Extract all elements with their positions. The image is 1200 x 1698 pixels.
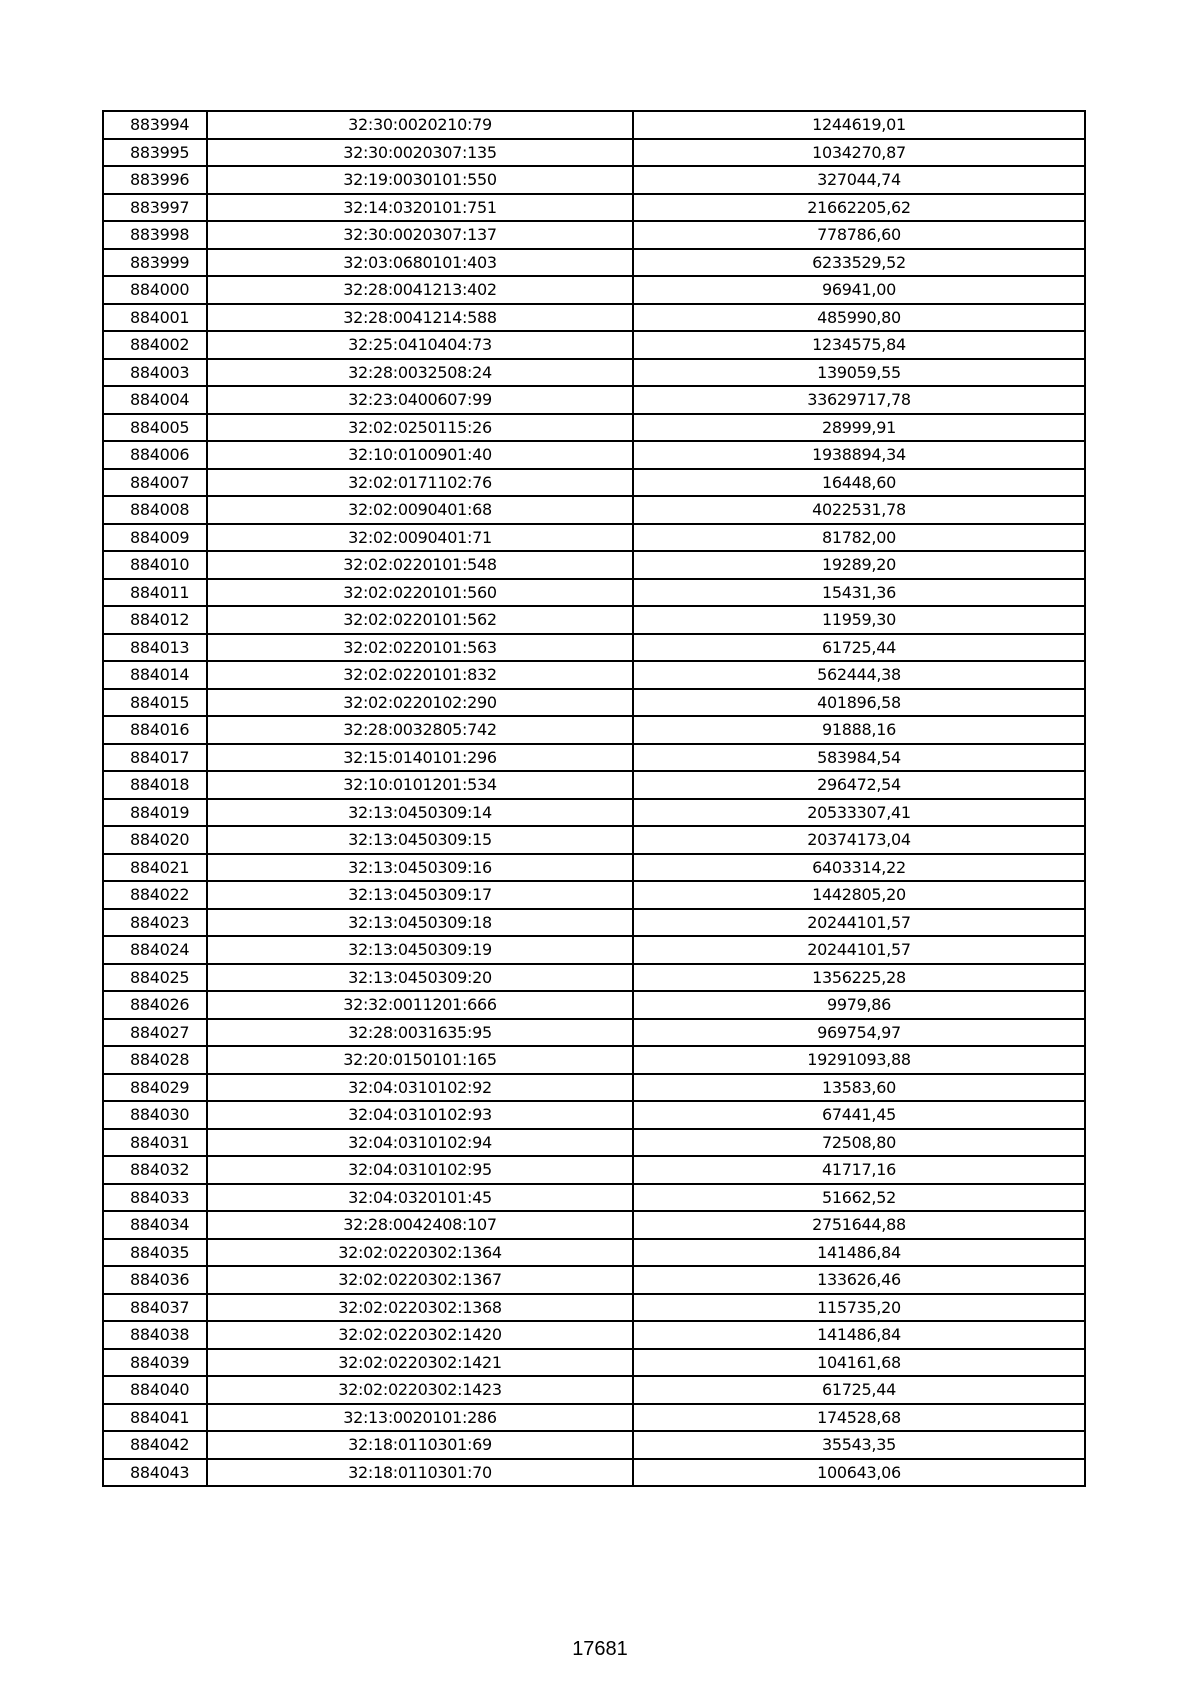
cadastral-value-cell: 33629717,78 — [633, 386, 1085, 414]
cadastral-value-cell: 72508,80 — [633, 1129, 1085, 1157]
cadastral-value-cell: 91888,16 — [633, 716, 1085, 744]
cadastral-number-cell: 32:28:0032508:24 — [207, 359, 633, 387]
table-row — [103, 854, 1085, 882]
table-row — [103, 194, 1085, 222]
row-number-cell: 884040 — [103, 1376, 207, 1404]
cadastral-value-cell: 1234575,84 — [633, 331, 1085, 359]
cadastral-number-cell: 32:02:0220302:1364 — [207, 1239, 633, 1267]
cadastral-value-cell: 141486,84 — [633, 1321, 1085, 1349]
cadastral-number-cell: 32:02:0220101:548 — [207, 551, 633, 579]
row-number-cell: 883995 — [103, 139, 207, 167]
row-number-cell: 884000 — [103, 276, 207, 304]
cadastral-number-cell: 32:02:0090401:68 — [207, 496, 633, 524]
table-row — [103, 111, 1085, 139]
row-number-cell: 884031 — [103, 1129, 207, 1157]
cadastral-number-cell: 32:28:0041214:588 — [207, 304, 633, 332]
cadastral-value-cell: 61725,44 — [633, 1376, 1085, 1404]
cadastral-value-cell: 96941,00 — [633, 276, 1085, 304]
cadastral-value-cell: 6233529,52 — [633, 249, 1085, 277]
cadastral-number-cell: 32:04:0320101:45 — [207, 1184, 633, 1212]
row-number-cell: 884036 — [103, 1266, 207, 1294]
row-number-cell: 884034 — [103, 1211, 207, 1239]
cadastral-value-cell: 13583,60 — [633, 1074, 1085, 1102]
table-row — [103, 1404, 1085, 1432]
row-number-cell: 884001 — [103, 304, 207, 332]
table-row — [103, 1266, 1085, 1294]
row-number-cell: 884019 — [103, 799, 207, 827]
cadastral-number-cell: 32:13:0450309:20 — [207, 964, 633, 992]
row-number-cell: 884003 — [103, 359, 207, 387]
row-number-cell: 884022 — [103, 881, 207, 909]
table-row — [103, 991, 1085, 1019]
cadastral-value-cell: 4022531,78 — [633, 496, 1085, 524]
row-number-cell: 884004 — [103, 386, 207, 414]
table-row — [103, 221, 1085, 249]
cadastral-number-cell: 32:02:0220101:560 — [207, 579, 633, 607]
cadastral-value-cell: 19291093,88 — [633, 1046, 1085, 1074]
table-body — [103, 111, 1085, 1486]
cadastral-value-cell: 81782,00 — [633, 524, 1085, 552]
row-number-cell: 884032 — [103, 1156, 207, 1184]
cadastral-value-cell: 133626,46 — [633, 1266, 1085, 1294]
row-number-cell: 884006 — [103, 441, 207, 469]
cadastral-number-cell: 32:02:0220302:1368 — [207, 1294, 633, 1322]
row-number-cell: 884028 — [103, 1046, 207, 1074]
row-number-cell: 884035 — [103, 1239, 207, 1267]
cadastral-value-cell: 11959,30 — [633, 606, 1085, 634]
row-number-cell: 883996 — [103, 166, 207, 194]
row-number-cell: 884016 — [103, 716, 207, 744]
row-number-cell: 884021 — [103, 854, 207, 882]
table-row — [103, 1129, 1085, 1157]
table-row — [103, 1321, 1085, 1349]
cadastral-value-cell: 20533307,41 — [633, 799, 1085, 827]
cadastral-number-cell: 32:02:0220302:1367 — [207, 1266, 633, 1294]
cadastral-number-cell: 32:28:0031635:95 — [207, 1019, 633, 1047]
cadastral-value-cell: 15431,36 — [633, 579, 1085, 607]
table-row — [103, 771, 1085, 799]
table-row — [103, 1101, 1085, 1129]
table-row — [103, 661, 1085, 689]
table-row — [103, 634, 1085, 662]
cadastral-value-cell: 141486,84 — [633, 1239, 1085, 1267]
cadastral-value-cell: 2751644,88 — [633, 1211, 1085, 1239]
cadastral-number-cell: 32:13:0450309:14 — [207, 799, 633, 827]
cadastral-number-cell: 32:23:0400607:99 — [207, 386, 633, 414]
cadastral-number-cell: 32:02:0220102:290 — [207, 689, 633, 717]
cadastral-value-cell: 562444,38 — [633, 661, 1085, 689]
cadastral-number-cell: 32:03:0680101:403 — [207, 249, 633, 277]
row-number-cell: 884011 — [103, 579, 207, 607]
row-number-cell: 884010 — [103, 551, 207, 579]
table-row — [103, 1046, 1085, 1074]
row-number-cell: 883998 — [103, 221, 207, 249]
table-row — [103, 579, 1085, 607]
row-number-cell: 884012 — [103, 606, 207, 634]
cadastral-value-cell: 1034270,87 — [633, 139, 1085, 167]
table-row — [103, 304, 1085, 332]
table-row — [103, 469, 1085, 497]
cadastral-value-cell: 1356225,28 — [633, 964, 1085, 992]
row-number-cell: 884038 — [103, 1321, 207, 1349]
table-row — [103, 1459, 1085, 1487]
table-row — [103, 1431, 1085, 1459]
page-number: 17681 — [572, 1638, 628, 1660]
cadastral-number-cell: 32:13:0450309:17 — [207, 881, 633, 909]
table-row — [103, 744, 1085, 772]
cadastral-value-cell: 1938894,34 — [633, 441, 1085, 469]
cadastral-value-cell: 19289,20 — [633, 551, 1085, 579]
table-row — [103, 1156, 1085, 1184]
cadastral-value-cell: 1442805,20 — [633, 881, 1085, 909]
row-number-cell: 884007 — [103, 469, 207, 497]
row-number-cell: 884015 — [103, 689, 207, 717]
table-row — [103, 1184, 1085, 1212]
cadastral-number-cell: 32:04:0310102:95 — [207, 1156, 633, 1184]
row-number-cell: 884017 — [103, 744, 207, 772]
table-row — [103, 799, 1085, 827]
cadastral-number-cell: 32:18:0110301:70 — [207, 1459, 633, 1487]
cadastral-value-table — [102, 110, 1086, 1487]
row-number-cell: 884027 — [103, 1019, 207, 1047]
cadastral-value-cell: 67441,45 — [633, 1101, 1085, 1129]
row-number-cell: 884013 — [103, 634, 207, 662]
cadastral-value-cell: 51662,52 — [633, 1184, 1085, 1212]
cadastral-value-cell: 28999,91 — [633, 414, 1085, 442]
table-row — [103, 551, 1085, 579]
cadastral-number-cell: 32:02:0220302:1423 — [207, 1376, 633, 1404]
cadastral-number-cell: 32:13:0450309:16 — [207, 854, 633, 882]
table-row — [103, 139, 1085, 167]
row-number-cell: 884025 — [103, 964, 207, 992]
row-number-cell: 884009 — [103, 524, 207, 552]
cadastral-number-cell: 32:13:0450309:15 — [207, 826, 633, 854]
cadastral-value-cell: 20244101,57 — [633, 936, 1085, 964]
cadastral-value-cell: 174528,68 — [633, 1404, 1085, 1432]
cadastral-number-cell: 32:02:0220101:832 — [207, 661, 633, 689]
table-row — [103, 1294, 1085, 1322]
row-number-cell: 884023 — [103, 909, 207, 937]
table-row — [103, 716, 1085, 744]
cadastral-number-cell: 32:20:0150101:165 — [207, 1046, 633, 1074]
cadastral-value-cell: 296472,54 — [633, 771, 1085, 799]
row-number-cell: 884043 — [103, 1459, 207, 1487]
table-row — [103, 276, 1085, 304]
table-row — [103, 606, 1085, 634]
cadastral-number-cell: 32:28:0041213:402 — [207, 276, 633, 304]
cadastral-value-cell: 35543,35 — [633, 1431, 1085, 1459]
cadastral-number-cell: 32:04:0310102:93 — [207, 1101, 633, 1129]
cadastral-number-cell: 32:30:0020307:137 — [207, 221, 633, 249]
cadastral-number-cell: 32:25:0410404:73 — [207, 331, 633, 359]
row-number-cell: 884026 — [103, 991, 207, 1019]
cadastral-number-cell: 32:10:0100901:40 — [207, 441, 633, 469]
cadastral-value-cell: 104161,68 — [633, 1349, 1085, 1377]
row-number-cell: 883994 — [103, 111, 207, 139]
row-number-cell: 884039 — [103, 1349, 207, 1377]
table-row — [103, 386, 1085, 414]
row-number-cell: 884005 — [103, 414, 207, 442]
cadastral-value-cell: 20374173,04 — [633, 826, 1085, 854]
table-row — [103, 331, 1085, 359]
cadastral-value-cell: 485990,80 — [633, 304, 1085, 332]
cadastral-number-cell: 32:19:0030101:550 — [207, 166, 633, 194]
cadastral-value-cell: 41717,16 — [633, 1156, 1085, 1184]
row-number-cell: 884033 — [103, 1184, 207, 1212]
cadastral-number-cell: 32:14:0320101:751 — [207, 194, 633, 222]
cadastral-number-cell: 32:02:0220101:562 — [207, 606, 633, 634]
cadastral-number-cell: 32:30:0020307:135 — [207, 139, 633, 167]
row-number-cell: 884020 — [103, 826, 207, 854]
table-row — [103, 414, 1085, 442]
table-row — [103, 909, 1085, 937]
row-number-cell: 883997 — [103, 194, 207, 222]
cadastral-value-cell: 401896,58 — [633, 689, 1085, 717]
row-number-cell: 884024 — [103, 936, 207, 964]
cadastral-number-cell: 32:04:0310102:92 — [207, 1074, 633, 1102]
row-number-cell: 884041 — [103, 1404, 207, 1432]
cadastral-number-cell: 32:02:0220302:1421 — [207, 1349, 633, 1377]
cadastral-number-cell: 32:02:0220302:1420 — [207, 1321, 633, 1349]
cadastral-value-cell: 1244619,01 — [633, 111, 1085, 139]
cadastral-number-cell: 32:02:0220101:563 — [207, 634, 633, 662]
cadastral-value-cell: 100643,06 — [633, 1459, 1085, 1487]
table-row — [103, 936, 1085, 964]
row-number-cell: 884008 — [103, 496, 207, 524]
cadastral-number-cell: 32:13:0020101:286 — [207, 1404, 633, 1432]
row-number-cell: 883999 — [103, 249, 207, 277]
cadastral-number-cell: 32:13:0450309:19 — [207, 936, 633, 964]
cadastral-value-cell: 9979,86 — [633, 991, 1085, 1019]
cadastral-value-cell: 61725,44 — [633, 634, 1085, 662]
cadastral-number-cell: 32:30:0020210:79 — [207, 111, 633, 139]
row-number-cell: 884037 — [103, 1294, 207, 1322]
table-row — [103, 1349, 1085, 1377]
cadastral-value-cell: 778786,60 — [633, 221, 1085, 249]
row-number-cell: 884014 — [103, 661, 207, 689]
cadastral-value-cell: 969754,97 — [633, 1019, 1085, 1047]
cadastral-value-cell: 20244101,57 — [633, 909, 1085, 937]
cadastral-value-cell: 327044,74 — [633, 166, 1085, 194]
table-row — [103, 1019, 1085, 1047]
row-number-cell: 884042 — [103, 1431, 207, 1459]
table-row — [103, 1074, 1085, 1102]
table-row — [103, 166, 1085, 194]
cadastral-number-cell: 32:02:0250115:26 — [207, 414, 633, 442]
cadastral-value-cell: 115735,20 — [633, 1294, 1085, 1322]
cadastral-number-cell: 32:02:0171102:76 — [207, 469, 633, 497]
cadastral-number-cell: 32:28:0042408:107 — [207, 1211, 633, 1239]
table-row — [103, 826, 1085, 854]
table-row — [103, 881, 1085, 909]
table-row — [103, 1239, 1085, 1267]
cadastral-value-cell: 583984,54 — [633, 744, 1085, 772]
cadastral-value-cell: 139059,55 — [633, 359, 1085, 387]
cadastral-number-cell: 32:15:0140101:296 — [207, 744, 633, 772]
table-row — [103, 496, 1085, 524]
table-row — [103, 964, 1085, 992]
cadastral-value-cell: 16448,60 — [633, 469, 1085, 497]
table-row — [103, 359, 1085, 387]
table-row — [103, 249, 1085, 277]
row-number-cell: 884030 — [103, 1101, 207, 1129]
cadastral-number-cell: 32:02:0090401:71 — [207, 524, 633, 552]
cadastral-number-cell: 32:04:0310102:94 — [207, 1129, 633, 1157]
row-number-cell: 884029 — [103, 1074, 207, 1102]
cadastral-number-cell: 32:18:0110301:69 — [207, 1431, 633, 1459]
table-row — [103, 441, 1085, 469]
cadastral-number-cell: 32:28:0032805:742 — [207, 716, 633, 744]
cadastral-number-cell: 32:13:0450309:18 — [207, 909, 633, 937]
cadastral-value-cell: 21662205,62 — [633, 194, 1085, 222]
table-row — [103, 1211, 1085, 1239]
table-row — [103, 689, 1085, 717]
cadastral-number-cell: 32:32:0011201:666 — [207, 991, 633, 1019]
row-number-cell: 884018 — [103, 771, 207, 799]
row-number-cell: 884002 — [103, 331, 207, 359]
table-row — [103, 1376, 1085, 1404]
cadastral-value-cell: 6403314,22 — [633, 854, 1085, 882]
table-row — [103, 524, 1085, 552]
cadastral-number-cell: 32:10:0101201:534 — [207, 771, 633, 799]
